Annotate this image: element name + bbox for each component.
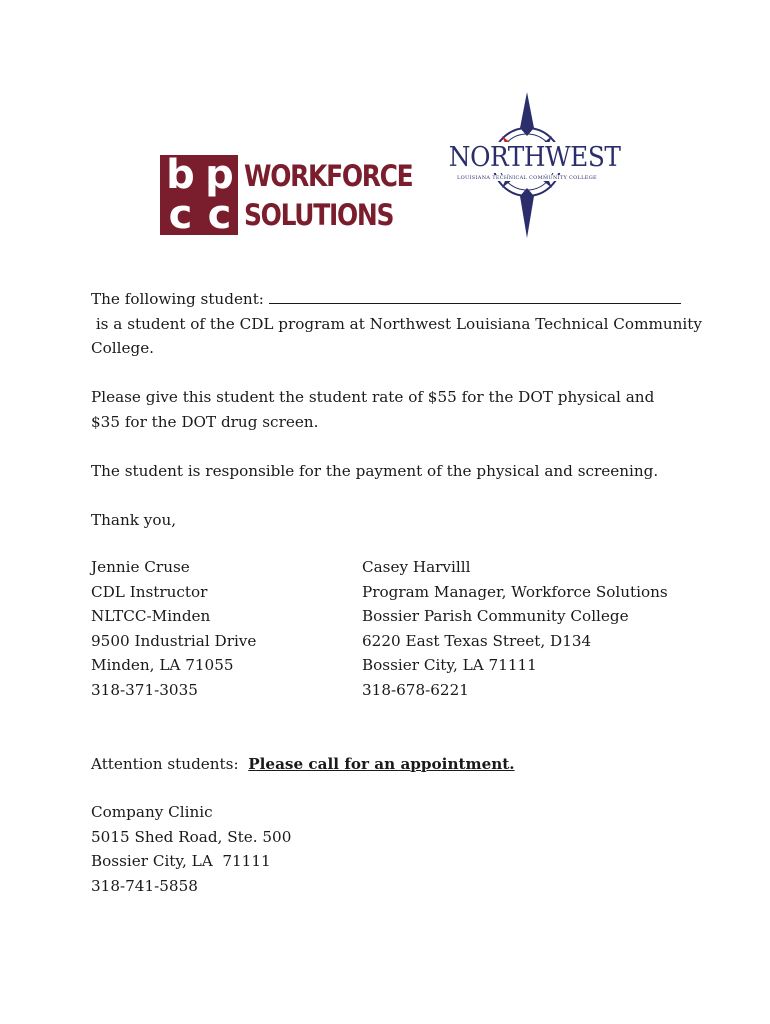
signatory-org: Bossier Parish Community College: [362, 607, 629, 625]
signatory-name: Jennie Cruse: [91, 558, 190, 576]
northwest-logo-name: NORTHWEST: [448, 142, 621, 173]
signatory-address: 9500 Industrial Drive: [91, 631, 257, 650]
bpcc-logo-line2: SOLUTIONS: [244, 198, 394, 232]
bpcc-logo-letter: b: [166, 152, 193, 198]
signatory-address: 6220 East Texas Street, D134: [362, 631, 592, 650]
northwest-logo-subtitle: LOUISIANA TECHNICAL COMMUNITY COLLEGE: [442, 175, 612, 181]
student-line3: College.: [91, 339, 155, 357]
signatory-phone: 318-371-3035: [91, 680, 198, 699]
student-label: The following student:: [91, 290, 264, 308]
attention-label: Attention students:: [91, 755, 239, 773]
bpcc-logo-letter: p: [205, 152, 232, 198]
clinic-city: Bossier City, LA 71111: [91, 852, 271, 870]
clinic-phone: 318-741-5858: [91, 876, 198, 895]
signatory-city: Minden, LA 71055: [91, 656, 234, 674]
closing: Thank you,: [91, 510, 177, 529]
rate-paragraph: Please give this student the student rate of $55 for the DOT physical and $35 for the DOT drug screen.: [91, 388, 655, 431]
student-name-blank: [269, 286, 681, 304]
clinic-name: Company Clinic: [91, 803, 213, 821]
signatory-title: CDL Instructor: [91, 582, 208, 601]
bpcc-logo-line1: WORKFORCE: [244, 159, 413, 193]
northwest-logo: [442, 92, 621, 238]
letterhead-logos: [0, 0, 770, 250]
clinic-address-block: [91, 800, 291, 898]
signatory-phone: 318-678-6221: [362, 680, 469, 699]
bpcc-workforce-logo: [160, 152, 413, 238]
letter-body: [91, 286, 702, 557]
student-paragraph: [91, 286, 702, 361]
signatory-city: Bossier City, LA 71111: [362, 656, 537, 674]
attention-line: [91, 752, 515, 777]
clinic-address: 5015 Shed Road, Ste. 500: [91, 827, 292, 846]
signatory-instructor: [91, 555, 256, 702]
bpcc-logo-letter: c: [168, 192, 191, 238]
attention-emphasis: Please call for an appointment.: [248, 755, 515, 773]
bpcc-logo-mark: [160, 152, 238, 238]
payment-paragraph: The student is responsible for the payment of the physical and screening.: [91, 461, 659, 480]
student-line2: is a student of the CDL program at Northwest Louisiana Technical Community: [91, 314, 702, 333]
bpcc-logo-letter: c: [207, 192, 230, 238]
signatory-name: Casey Harvilll: [362, 558, 471, 576]
signatory-title: Program Manager, Workforce Solutions: [362, 582, 668, 601]
signatory-program-manager: [362, 555, 668, 702]
signatory-org: NLTCC-Minden: [91, 607, 211, 625]
